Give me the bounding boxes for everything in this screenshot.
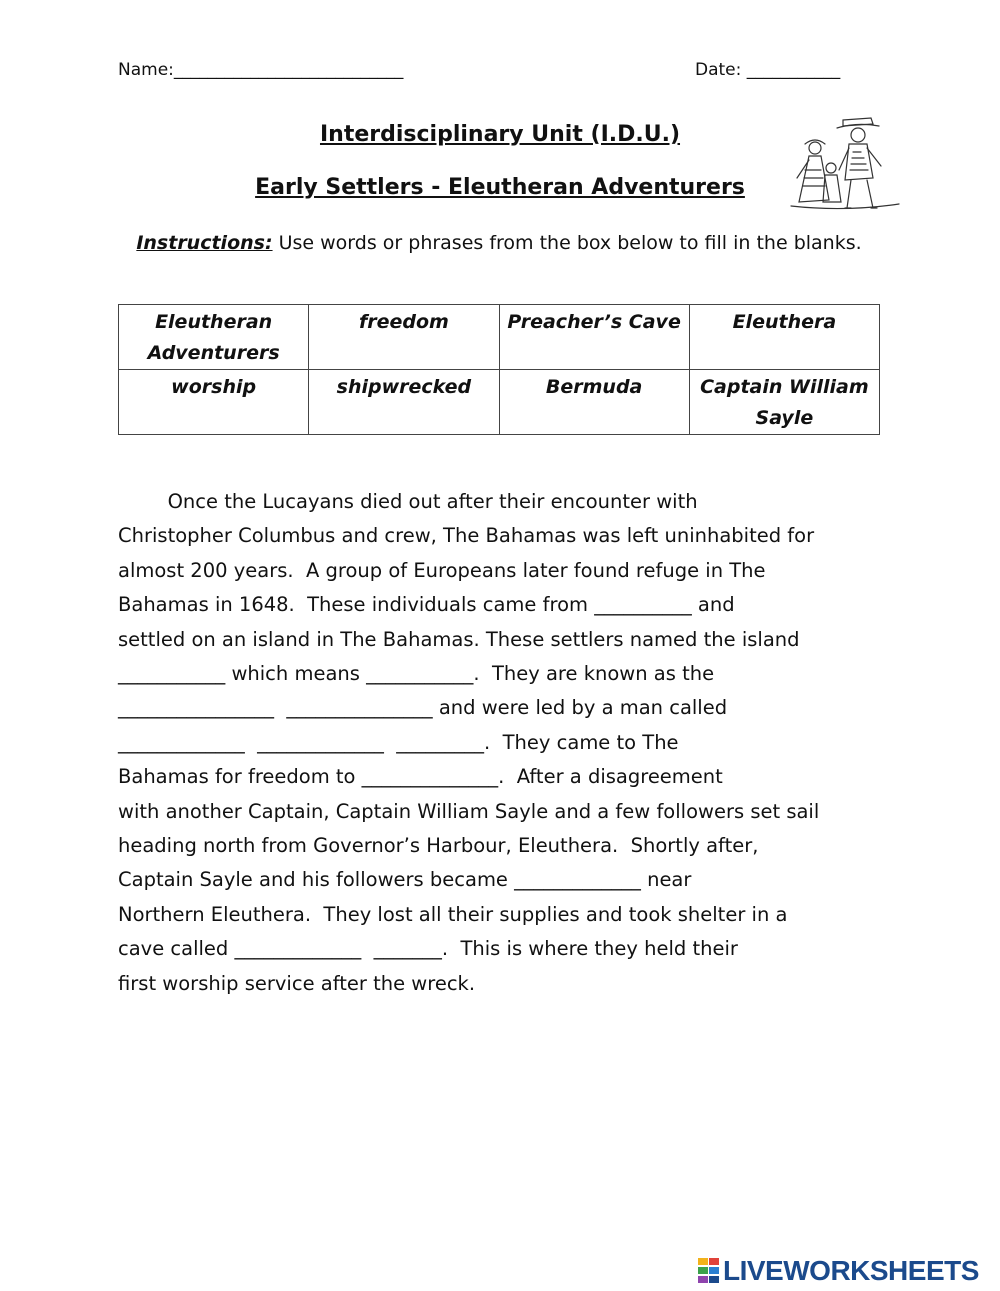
- word-box-row: [119, 370, 880, 435]
- liveworksheets-wordmark: LIVEWORKSHEETS: [723, 1255, 979, 1286]
- liveworksheets-logo-icon: [698, 1258, 720, 1284]
- date-field-line[interactable]: Date: ___________: [695, 60, 841, 80]
- passage-line[interactable]: ___________ which means ___________. They are known as the: [118, 662, 715, 686]
- settlers-illustration: [785, 108, 905, 214]
- passage-line[interactable]: Bahamas in 1648. These individuals came from __________ and: [118, 593, 735, 617]
- lesson-subtitle: Early Settlers - Eleutheran Adventurers: [255, 175, 745, 200]
- passage-line[interactable]: ________________ _______________ and were led by a man called: [118, 696, 728, 720]
- passage-line[interactable]: cave called _____________ _______. This is where they held their: [118, 937, 738, 961]
- unit-title: Interdisciplinary Unit (I.D.U.): [319, 122, 681, 147]
- instructions-text: Use words or phrases from the box below to fill in the blanks.: [272, 232, 862, 254]
- passage-line: with another Captain, Captain William Sayle and a few followers set sail: [118, 799, 820, 823]
- passage-line[interactable]: Bahamas for freedom to ______________. After a disagreement: [118, 765, 723, 789]
- word-worship: worship: [119, 370, 309, 435]
- passage-line: settled on an island in The Bahamas. These settlers named the island: [118, 627, 800, 651]
- word-freedom: freedom: [309, 305, 499, 370]
- passage-line: first worship service after the wreck.: [118, 971, 476, 995]
- fill-in-passage: [118, 485, 888, 1001]
- word-eleutheran-adventurers: Eleutheran Adventurers: [119, 305, 309, 370]
- passage-line: Christopher Columbus and crew, The Bahamas was left uninhabited for: [118, 524, 815, 548]
- passage-line: almost 200 years. A group of Europeans later found refuge in The: [118, 558, 766, 582]
- word-shipwrecked: shipwrecked: [309, 370, 499, 435]
- word-box: [118, 304, 880, 435]
- word-bermuda: Bermuda: [499, 370, 689, 435]
- name-field-line[interactable]: Name:___________________________: [118, 60, 404, 80]
- passage-line[interactable]: _____________ _____________ _________. They came to The: [118, 730, 679, 754]
- word-box-row: [119, 305, 880, 370]
- instructions: [118, 226, 880, 260]
- instructions-label: Instructions:: [136, 232, 273, 254]
- passage-line: Northern Eleuthera. They lost all their supplies and took shelter in a: [118, 902, 788, 926]
- liveworksheets-logo: [698, 1256, 979, 1286]
- passage-line: Once the Lucayans died out after their encounter with: [118, 490, 698, 513]
- word-captain-william-sayle: Captain William Sayle: [689, 370, 879, 435]
- passage-line[interactable]: Captain Sayle and his followers became _____________ near: [118, 868, 692, 892]
- passage-line: heading north from Governor’s Harbour, Eleuthera. Shortly after,: [118, 834, 759, 858]
- word-eleuthera: Eleuthera: [689, 305, 879, 370]
- word-preachers-cave: Preacher’s Cave: [499, 305, 689, 370]
